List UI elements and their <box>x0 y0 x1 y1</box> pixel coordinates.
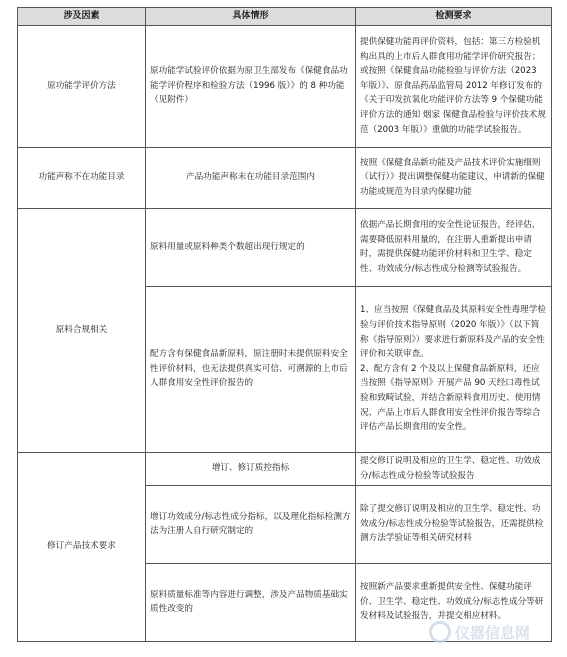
situation-cell: 原料质量标准等内容进行调整，涉及产品物质基础实质性改变的 <box>146 563 356 641</box>
table-row <box>18 147 552 208</box>
factor-cell: 功能声称不在功能目录 <box>18 147 146 208</box>
requirement-cell: 除了提交修订说明及相应的卫生学、稳定性、功效成分/标志性成分检验等试验报告，还需提供检测方法学验证等相关研究材料 <box>356 485 552 563</box>
watermark-text: 仪器信息网 <box>455 623 531 642</box>
table-row <box>18 452 552 485</box>
requirement-line: 2、配方含有 2 个及以上保健食品新原料，还应当按照《指导原则》开展产品 90 天经口毒性试验和致畸试验，并结合新原料食用历史、使用情况、产品上市后人群食用安全性评价报告等综合评估产品长期食用的安全性。 <box>360 363 541 433</box>
header-situation: 具体情形 <box>146 8 356 26</box>
situation-cell: 产品功能声称未在功能目录范围内 <box>146 147 356 208</box>
table-row <box>18 208 552 286</box>
situation-cell: 配方含有保健食品新原料，原注册时未提供原料安全性评价材料，也无法提供真实可信、可溯源的上市后人群食用安全性评价报告的 <box>146 286 356 452</box>
factor-cell: 修订产品技术要求 <box>18 452 146 641</box>
requirement-cell <box>356 286 552 452</box>
requirement-cell: 提交修订说明及相应的卫生学、稳定性、功效成分/标志性成分检验等试验报告 <box>356 452 552 485</box>
requirement-cell: 按照《保健食品新功能及产品技术评价实施细则（试行）》提出调整保健功能建议，申请新的保健功能或规范为目录内保健功能 <box>356 147 552 208</box>
watermark <box>429 619 549 645</box>
header-requirement: 检测要求 <box>356 8 552 26</box>
situation-cell: 增订功效成分/标志性成分指标，以及理化指标检测方法为注册人自行研究制定的 <box>146 485 356 563</box>
factor-cell: 原料合规相关 <box>18 208 146 452</box>
table-row <box>18 25 552 147</box>
watermark-logo-icon <box>429 621 451 643</box>
situation-cell: 增订、修订质控指标 <box>146 452 356 485</box>
requirement-cell: 按照新产品要求重新提供安全性、保健功能评价、卫生学、稳定性、功效成分/标志性成分等研发材料及试验报告，并提交相应材料。 <box>356 563 552 641</box>
header-factor: 涉及因素 <box>18 8 146 26</box>
requirement-line: 1、应当按照《保健食品及其原料安全性毒理学检验与评价技术指导原则（2020 年版）》（以下简称《指导原则》）要求进行新原料及产品的安全性评价和关联审查。 <box>360 305 546 360</box>
factor-cell: 原功能学评价方法 <box>18 25 146 147</box>
regulation-table <box>17 7 552 642</box>
header-row <box>18 8 552 26</box>
situation-cell: 原料用量或原料种类个数超出现行规定的 <box>146 208 356 286</box>
requirement-cell: 依据产品长期食用的安全性论证报告，经评估，需要降低原料用量的，在注册人重新提出申请时，需提供保健功能评价材料和卫生学、稳定性、功效成分/标志性成分检测等试验报告。 <box>356 208 552 286</box>
requirement-cell: 提供保健功能再评价资料，包括：第三方检验机构出具的上市后人群食用功能学评价研究报告；或按照《保健食品功能检验与评价方法（2023 年版）》、原食品药品监管局 2012 年修订发布的《关于印发抗氧化功能评价方法等 9 个保健功能评价方法的通知 烟家 保健食品检验与评价技术规范（2003 年版）》重做的功能学试验报告。 <box>356 25 552 147</box>
situation-cell: 原功能学试验评价依据为原卫生部发布《保健食品功能学评价程序和检验方法（1996 版）》的 8 种功能（见附件） <box>146 25 356 147</box>
